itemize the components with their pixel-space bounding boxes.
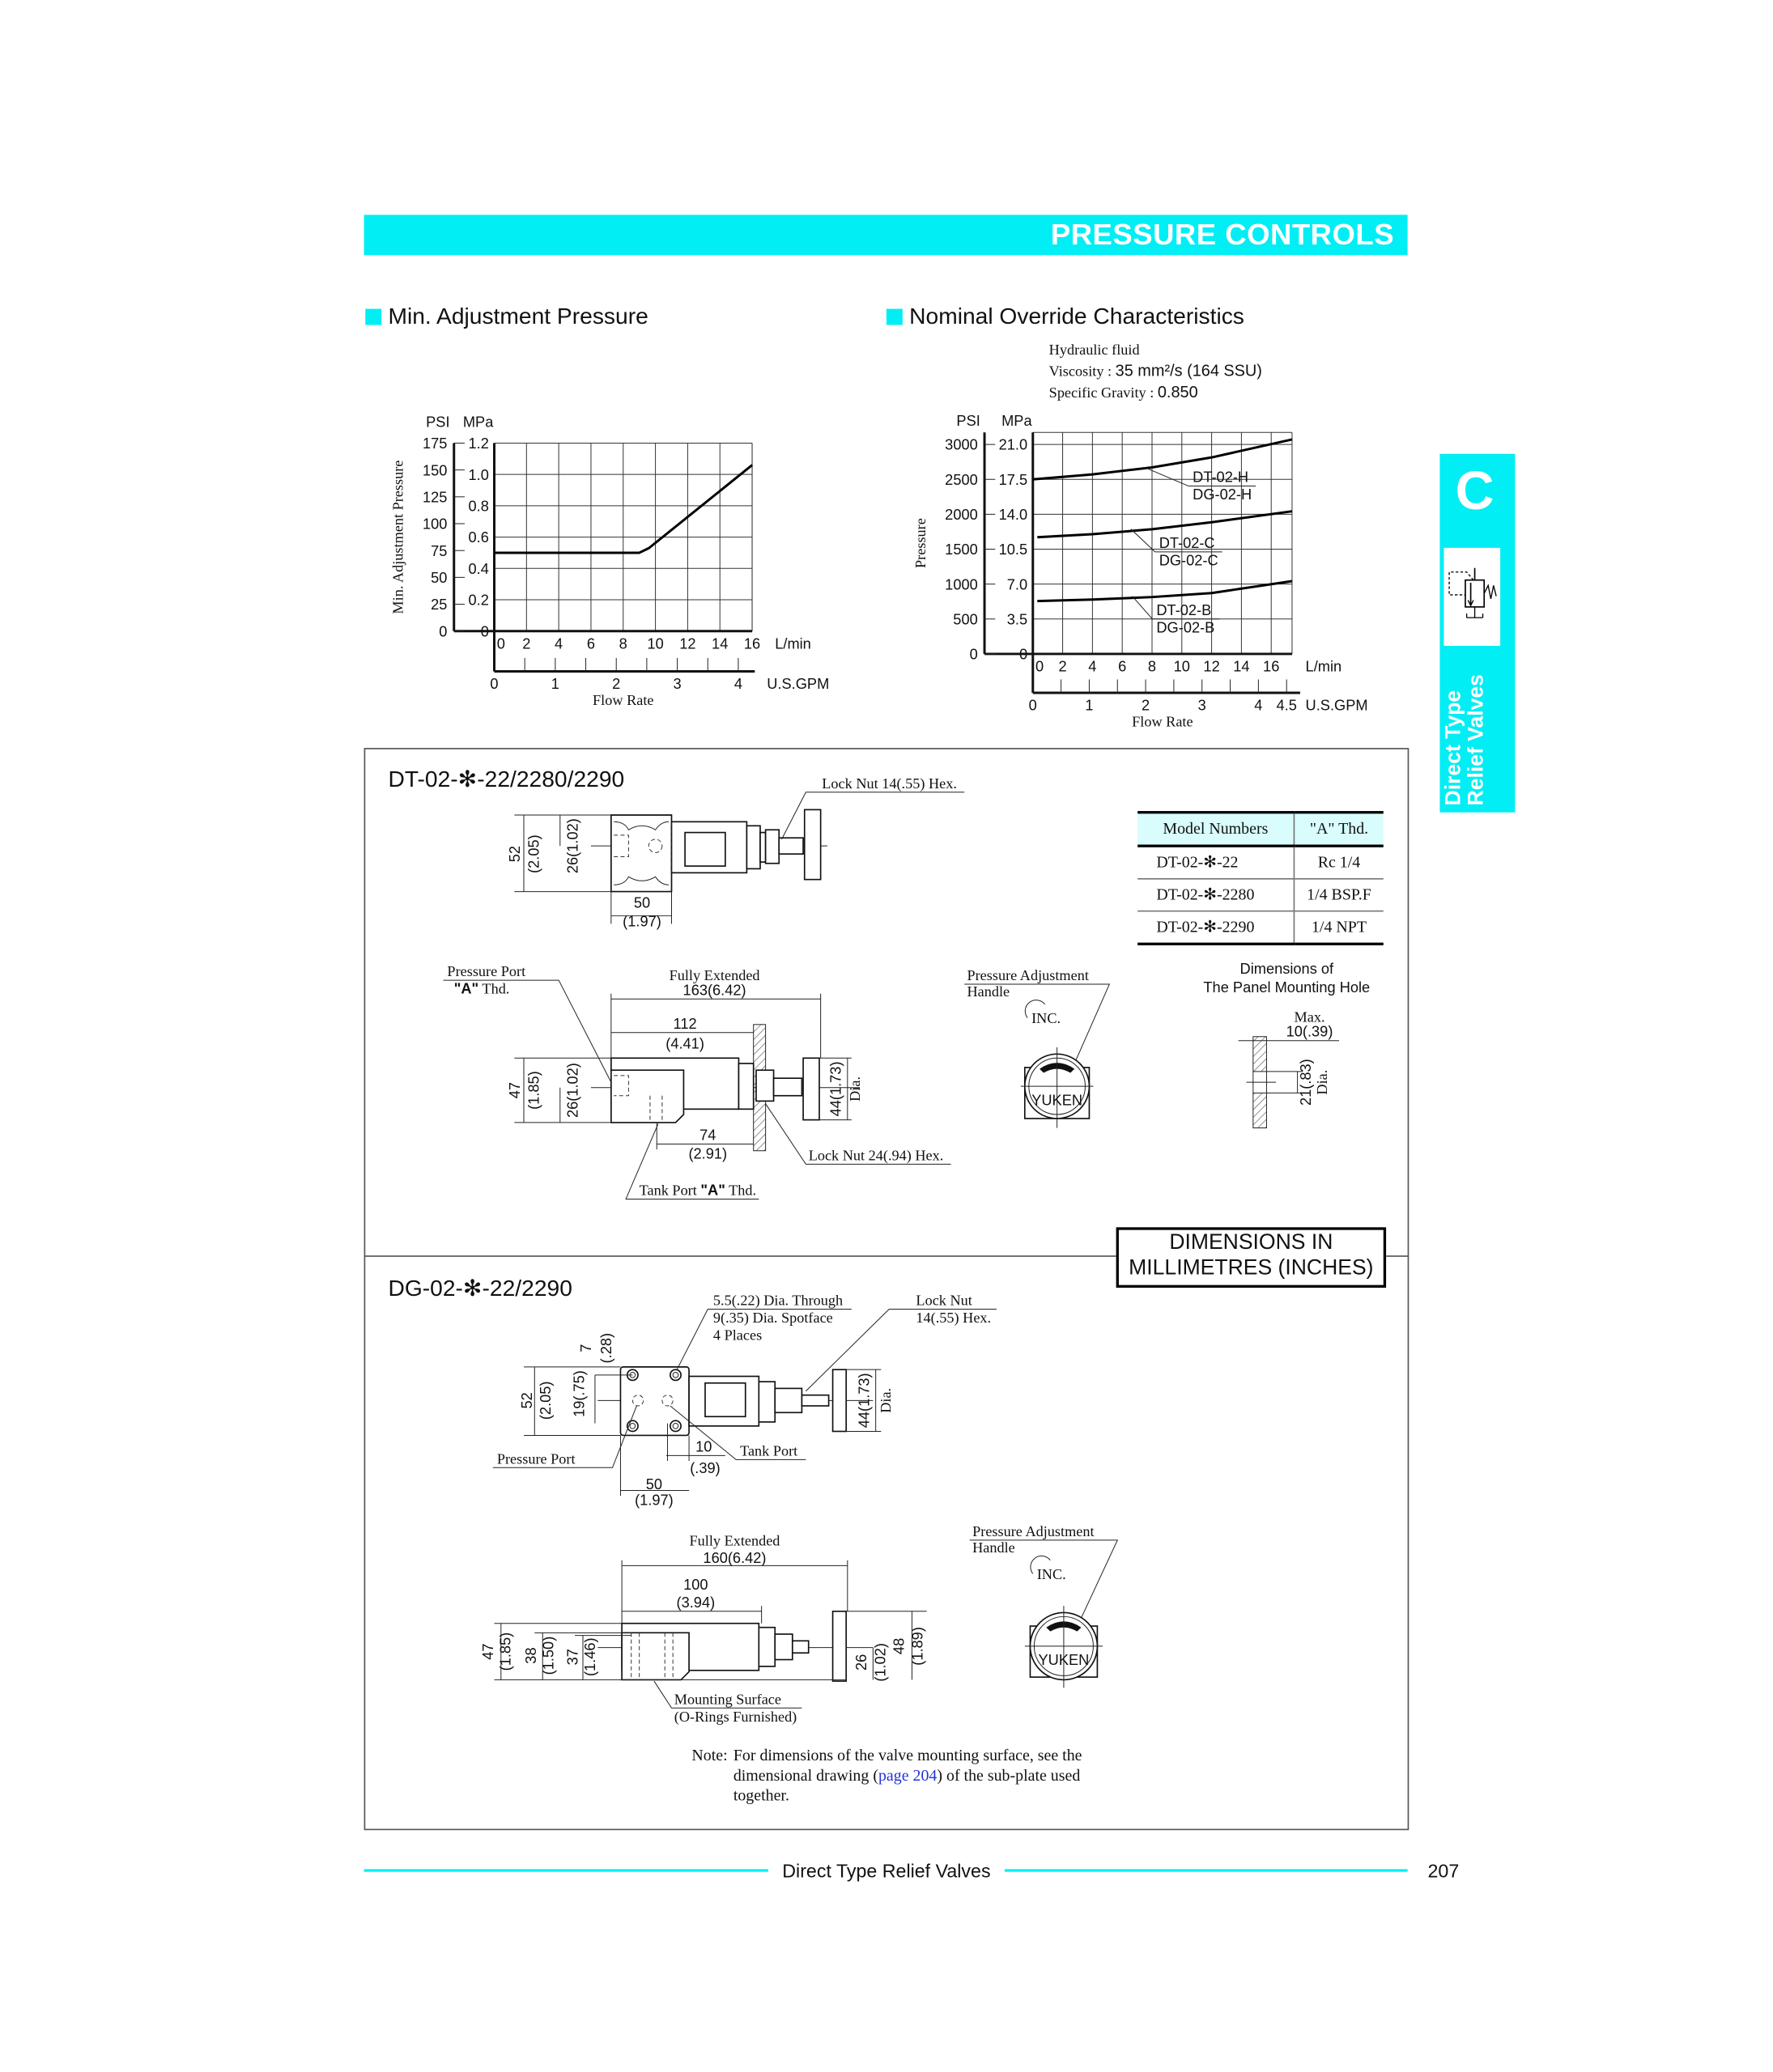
series-label: DT-02-H — [1193, 468, 1249, 486]
side-tab-letter: C — [1455, 461, 1495, 521]
fluid-line3 — [1049, 384, 1198, 401]
dg-pressure-port-label: Pressure Port — [496, 1450, 576, 1467]
table-cell: DT-02-✻-2280 — [1137, 879, 1294, 911]
x-tick-label-gpm: 2 — [1141, 696, 1150, 714]
y-tick-label-psi: 1000 — [945, 575, 978, 593]
dt-brand-logo: YUKEN — [1031, 1091, 1083, 1109]
x-tick-label-lmin: 2 — [1058, 657, 1067, 675]
dg-hole-label3: 4 Places — [712, 1327, 763, 1344]
fluid-line1: Hydraulic fluid — [1048, 341, 1140, 358]
dt-inc-label: INC. — [1031, 1010, 1061, 1027]
dt-dim-47: 47 — [506, 1081, 524, 1099]
y-axis-title: Pressure — [912, 518, 929, 568]
y-tick-label-mpa: 0.8 — [468, 497, 489, 515]
x-tick-label-lmin: 14 — [712, 635, 729, 652]
y-tick-label-psi: 25 — [431, 596, 448, 614]
y-tick-label-mpa: 0.6 — [468, 529, 489, 546]
y-tick-label-mpa: 3.5 — [1006, 610, 1028, 628]
table-cell: DT-02-✻-22 — [1137, 846, 1294, 879]
y-tick-label-psi: 125 — [423, 488, 448, 506]
dg-dim-44-dia: Dia. — [877, 1387, 894, 1413]
table-cell: 1/4 BSP.F — [1294, 879, 1383, 911]
note-label: Note: — [691, 1745, 728, 1764]
min-adjustment-chart — [390, 414, 830, 708]
y-tick-label-mpa: 14.0 — [998, 506, 1028, 524]
series-label: DG-02-H — [1193, 486, 1252, 503]
y-tick-label-mpa: 21.0 — [998, 435, 1028, 453]
dg-dim-37-in: (1.46) — [580, 1637, 598, 1677]
y-tick-label-psi: 2000 — [945, 506, 978, 524]
dt-model-title: DT-02-✻-22/2280/2290 — [388, 766, 625, 792]
y-tick-label-psi: 0 — [969, 645, 978, 663]
dt-dim-52-in: (2.05) — [525, 834, 542, 873]
dg-handle-label2: Handle — [972, 1539, 1015, 1556]
y-tick-label-psi: 1500 — [945, 541, 978, 558]
x-tick-label-lmin: 10 — [647, 635, 664, 652]
panel-max: Max. — [1294, 1008, 1325, 1025]
fluid-viscosity-label: Viscosity : — [1048, 363, 1116, 380]
dt-top-view — [506, 775, 964, 930]
x-tick-label-gpm: 4 — [1254, 696, 1263, 714]
dg-dim-26-in: (1.02) — [871, 1643, 889, 1682]
dg-top-view — [493, 1293, 997, 1509]
table-header: Model Numbers — [1137, 813, 1294, 846]
dt-dim-47-in: (1.85) — [525, 1071, 542, 1110]
y-tick-label-mpa: 0 — [480, 622, 489, 640]
y-tick-label-mpa: 0 — [1018, 645, 1028, 663]
side-tab-line1: Direct Type — [1442, 690, 1465, 806]
override-title-text: Nominal Override Characteristics — [909, 303, 1244, 329]
y-tick-label-psi: 3000 — [945, 435, 978, 453]
x-tick-label-lmin: 8 — [619, 635, 627, 652]
y-tick-label-mpa: 0.2 — [468, 591, 489, 609]
section-header-title: PRESSURE CONTROLS — [1050, 217, 1395, 252]
table-cell: Rc 1/4 — [1294, 846, 1383, 879]
y-tick-label-mpa: 0.4 — [468, 559, 489, 577]
x-tick-label-lmin: 12 — [1203, 657, 1220, 675]
y-tick-label-mpa: 7.0 — [1006, 575, 1028, 593]
x-tick-label-gpm: 4 — [733, 675, 742, 693]
dt-dim-26: 26(1.02) — [563, 818, 581, 874]
dg-dim-50: 50 — [645, 1475, 663, 1492]
x-axis-title: Flow Rate — [593, 691, 654, 708]
units-box — [1116, 1227, 1386, 1288]
y-tick-label-psi: 0 — [439, 622, 448, 640]
y-unit-label: MPa — [1001, 411, 1032, 429]
dg-lock-nut-label1: Lock Nut — [916, 1292, 972, 1309]
x-unit-label: L/min — [1305, 657, 1342, 675]
y-tick-label-psi: 50 — [431, 569, 448, 587]
panel-dim-21-dia: Dia. — [1314, 1069, 1331, 1095]
series-line — [1033, 439, 1292, 479]
x-axis-title: Flow Rate — [1132, 713, 1193, 730]
dg-dim-26: 26 — [852, 1654, 870, 1671]
x-tick-label-gpm: 0 — [1028, 696, 1037, 714]
y-tick-label-psi: 100 — [423, 515, 448, 533]
dg-dim-47: 47 — [478, 1643, 496, 1660]
x-tick-label-gpm: 0 — [490, 675, 499, 693]
panel-dim-10: 10(.39) — [1286, 1022, 1333, 1040]
y-tick-label-psi: 500 — [953, 610, 978, 628]
y-tick-label-mpa: 17.5 — [998, 470, 1028, 488]
y-tick-label-psi: 75 — [431, 541, 448, 559]
x-tick-label-lmin: 2 — [522, 635, 531, 652]
dt-handle-view — [964, 967, 1109, 1127]
dg-dim-52: 52 — [517, 1392, 535, 1409]
y-tick-label-mpa: 10.5 — [998, 541, 1028, 558]
y-tick-label-psi: 2500 — [945, 470, 978, 488]
y2-unit-label: PSI — [426, 413, 450, 431]
dt-dim-44: 44(1.73) — [827, 1061, 844, 1117]
x-tick-label-lmin: 0 — [1035, 657, 1044, 675]
panel-title2: The Panel Mounting Hole — [1203, 979, 1371, 996]
dg-dim-38: 38 — [521, 1647, 539, 1664]
dg-dim-37: 37 — [563, 1649, 581, 1666]
dt-dim-26-side: 26(1.02) — [563, 1063, 581, 1119]
y-unit-label: MPa — [462, 413, 494, 431]
series-leader — [1131, 529, 1155, 552]
panel-title1: Dimensions of — [1239, 959, 1334, 977]
y2-unit-label: PSI — [956, 411, 980, 429]
dg-dim-47-in: (1.85) — [496, 1632, 514, 1671]
dg-inc-label: INC. — [1036, 1565, 1066, 1582]
dt-dim-112: 112 — [673, 1014, 697, 1032]
dt-pressure-port-a: "A" — [453, 979, 479, 997]
dg-tank-port-label: Tank Port — [740, 1442, 798, 1459]
dt-tank-port-thd: Thd. — [725, 1182, 757, 1199]
table-header: "A" Thd. — [1294, 813, 1383, 846]
table-cell: 1/4 NPT — [1294, 911, 1383, 945]
x-tick-label-lmin: 4 — [555, 635, 563, 652]
x-tick-label-lmin: 6 — [586, 635, 596, 652]
series-label: DT-02-B — [1156, 601, 1212, 618]
y-tick-label-psi: 150 — [423, 461, 448, 479]
dg-side-view — [479, 1533, 927, 1726]
dt-handle-label1: Pressure Adjustment — [967, 967, 1089, 984]
dg-dim-7-in: (.28) — [597, 1332, 614, 1364]
dt-tank-port-text: Tank Port — [639, 1182, 701, 1199]
x-tick-label-gpm: 3 — [673, 675, 682, 693]
dg-handle-view — [970, 1523, 1117, 1688]
dg-hole-label1: 5.5(.22) Dia. Through — [712, 1292, 844, 1309]
dg-dim-10-in: (.39) — [690, 1458, 721, 1476]
dt-dim-163: 163(6.42) — [682, 981, 746, 999]
x-tick-label-gpm: 4.5 — [1276, 696, 1297, 714]
x-tick-label-lmin: 0 — [496, 635, 505, 652]
panel-dim-21: 21(.83) — [1297, 1059, 1315, 1106]
dg-dim-44: 44(1.73) — [855, 1373, 873, 1429]
dg-dim-50-in: (1.97) — [635, 1491, 674, 1509]
dg-dim-52-in: (2.05) — [537, 1381, 555, 1420]
dg-dim-38-in: (1.50) — [539, 1636, 557, 1675]
units-line2: MILLIMETRES (INCHES) — [1129, 1256, 1374, 1280]
series-label: DT-02-C — [1159, 533, 1215, 551]
series-label: DG-02-C — [1159, 551, 1218, 569]
dg-dim-100: 100 — [683, 1576, 708, 1594]
dg-handle-label1: Pressure Adjustment — [972, 1522, 1095, 1539]
fluid-line2 — [1049, 363, 1262, 380]
x-tick-label-lmin: 16 — [1263, 657, 1280, 675]
units-line1: DIMENSIONS IN — [1169, 1231, 1333, 1255]
note-text-before: For dimensions of the valve mounting surface, see the dimensional drawing ( — [733, 1745, 1082, 1785]
x-tick-label-lmin: 8 — [1147, 657, 1157, 675]
dt-tank-port-a: "A" — [700, 1181, 725, 1199]
x-tick-label-lmin: 4 — [1088, 657, 1097, 675]
note-text-after: ) of the sub-plate used together. — [733, 1765, 1081, 1805]
footer-title: Direct Type Relief Valves — [782, 1859, 991, 1882]
x-tick-label-lmin: 16 — [743, 635, 761, 652]
override-chart — [912, 412, 1367, 730]
fluid-gravity-label: Specific Gravity : — [1048, 384, 1158, 401]
dg-dim-7: 7 — [576, 1344, 594, 1352]
dg-brand-logo: YUKEN — [1038, 1651, 1090, 1669]
fluid-viscosity-value: 35 mm²/s (164 SSU) — [1115, 362, 1262, 380]
dg-mount-label2: (O-Rings Furnished) — [674, 1708, 797, 1725]
x-unit-label: L/min — [775, 635, 811, 652]
series-leader — [1133, 597, 1153, 619]
dt-dim-50-in: (1.97) — [623, 912, 661, 930]
x-tick-label-lmin: 14 — [1233, 657, 1250, 675]
dg-mount-label1: Mounting Surface — [674, 1691, 782, 1708]
x-tick-label-lmin: 12 — [679, 635, 696, 652]
dg-model-title: DG-02-✻-22/2290 — [388, 1276, 572, 1301]
x-tick-label-gpm: 1 — [1085, 696, 1094, 714]
dt-tank-port-label — [640, 1182, 756, 1199]
dg-dim-19: 19(.75) — [570, 1370, 588, 1417]
x2-unit-label: U.S.GPM — [1305, 696, 1368, 714]
dt-pressure-port-label: Pressure Port — [447, 963, 526, 980]
y-tick-label-psi: 175 — [423, 435, 448, 452]
x2-unit-label: U.S.GPM — [767, 675, 830, 693]
y-axis-title: Min. Adjustment Pressure — [389, 460, 406, 614]
x-tick-label-lmin: 6 — [1118, 657, 1127, 675]
x-tick-label-lmin: 10 — [1173, 657, 1190, 675]
x-tick-label-gpm: 2 — [612, 675, 621, 693]
dt-side-view — [443, 963, 950, 1199]
page-number: 207 — [1427, 1859, 1460, 1882]
panel-hole-view — [1203, 960, 1370, 1128]
dg-dim-48-in: (1.89) — [908, 1627, 926, 1666]
series-label: DG-02-B — [1156, 618, 1215, 636]
x-tick-label-gpm: 1 — [551, 675, 559, 693]
page-204-link[interactable]: page 204 — [878, 1765, 938, 1785]
note-text — [733, 1746, 1086, 1807]
fluid-gravity-value: 0.850 — [1157, 384, 1198, 402]
dt-dim-74-in: (2.91) — [688, 1144, 728, 1162]
dt-pressure-port-thd — [454, 980, 510, 997]
dt-dim-50: 50 — [633, 894, 651, 911]
side-tab-line2: Relief Valves — [1465, 674, 1489, 806]
dt-dim-52: 52 — [506, 845, 524, 863]
y-tick-label-mpa: 1.2 — [468, 435, 489, 452]
dt-lock-nut-top-label: Lock Nut 14(.55) Hex. — [822, 775, 957, 792]
dt-dim-112-in: (4.41) — [665, 1034, 704, 1052]
dt-fully-extended: Fully Extended — [669, 967, 760, 984]
dg-hole-label2: 9(.35) Dia. Spotface — [712, 1310, 833, 1327]
dt-dim-74: 74 — [699, 1126, 716, 1144]
dt-handle-label2: Handle — [967, 983, 1010, 1000]
dt-lock-nut-side-label: Lock Nut 24(.94) Hex. — [808, 1147, 944, 1164]
dg-lock-nut-label2: 14(.55) Hex. — [916, 1310, 992, 1327]
table-cell: DT-02-✻-2290 — [1137, 911, 1294, 945]
dt-dim-44-dia: Dia. — [846, 1076, 863, 1102]
y-tick-label-mpa: 1.0 — [468, 465, 489, 483]
min-adjustment-title-text: Min. Adjustment Pressure — [388, 303, 648, 329]
dg-dim-100-in: (3.94) — [676, 1593, 716, 1611]
dg-fully-extended: Fully Extended — [689, 1532, 780, 1549]
dg-dim-48: 48 — [890, 1637, 908, 1655]
dt-pressure-port-thd-text: Thd. — [478, 980, 510, 997]
dg-dim-10: 10 — [695, 1437, 712, 1455]
dg-dim-160: 160(6.42) — [703, 1549, 767, 1567]
x-tick-label-gpm: 3 — [1197, 696, 1206, 714]
